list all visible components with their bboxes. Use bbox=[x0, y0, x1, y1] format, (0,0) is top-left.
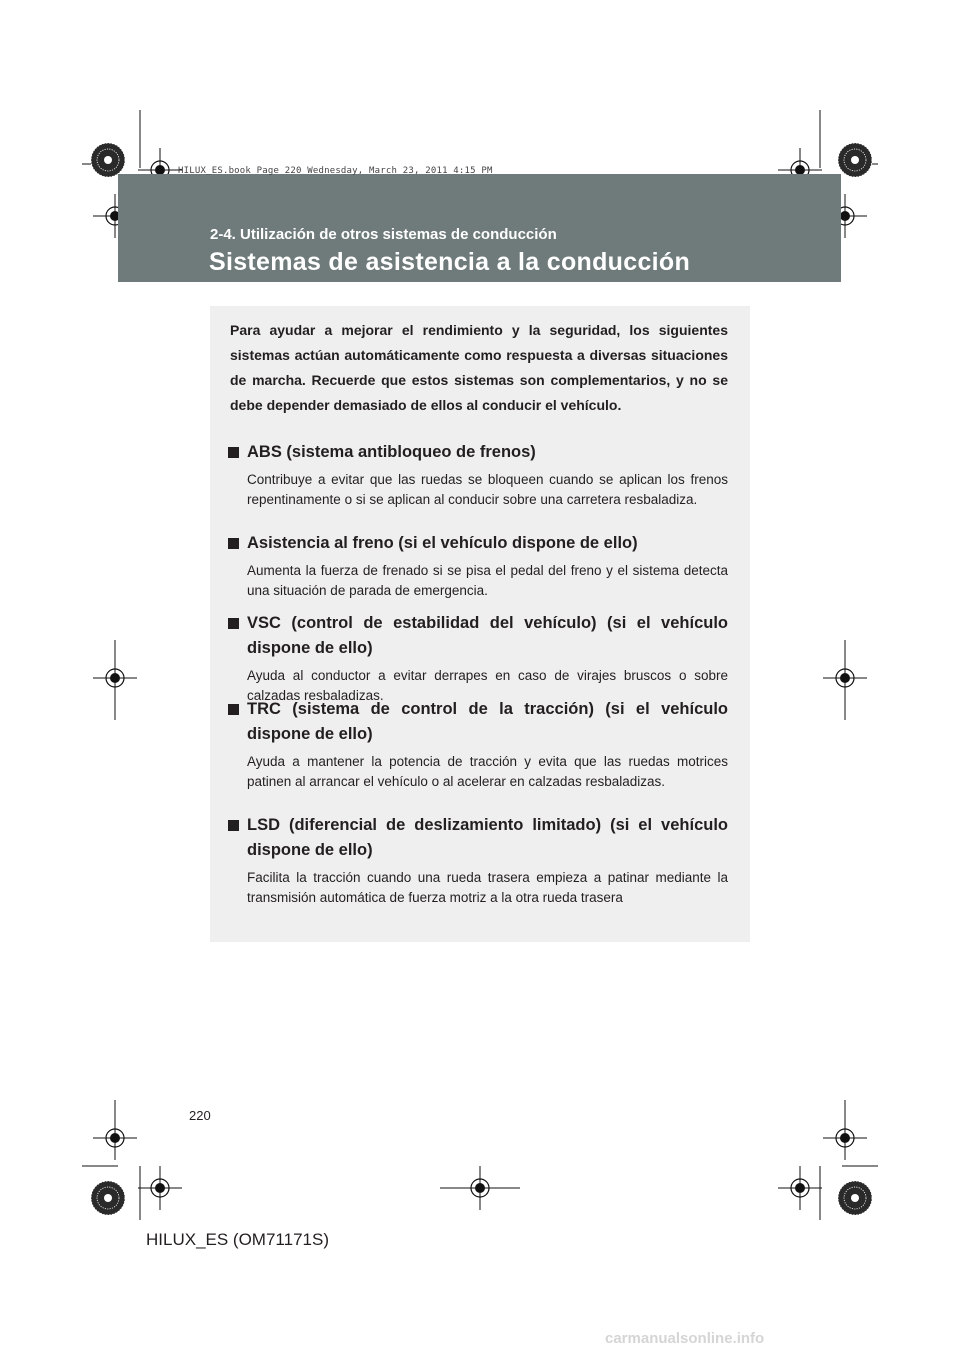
feature-brake-assist bbox=[228, 531, 728, 600]
page-number: 220 bbox=[189, 1108, 211, 1123]
feature-heading: LSD (diferencial de deslizamiento limitado) (si el vehículo dispone de ello) bbox=[247, 816, 728, 859]
feature-lsd bbox=[228, 813, 728, 907]
watermark: carmanualsonline.info bbox=[605, 1330, 765, 1347]
feature-abs bbox=[228, 440, 728, 509]
feature-trc bbox=[228, 697, 728, 791]
square-bullet-icon bbox=[228, 618, 239, 629]
square-bullet-icon bbox=[228, 704, 239, 715]
feature-description: Ayuda a mantener la potencia de tracción y evita que las ruedas motrices patinen al arrancar el vehículo o al acelerar en calzadas resbaladizas. bbox=[247, 754, 728, 789]
feature-heading: ABS (sistema antibloqueo de frenos) bbox=[247, 443, 536, 461]
page-title: Sistemas de asistencia a la conducción bbox=[209, 248, 691, 276]
feature-vsc bbox=[228, 611, 728, 705]
square-bullet-icon bbox=[228, 538, 239, 549]
feature-heading: VSC (control de estabilidad del vehículo) (si el vehículo dispone de ello) bbox=[247, 614, 728, 657]
feature-description: Facilita la tracción cuando una rueda trasera empieza a patinar mediante la transmisión automática de fuerza motriz a la otra rueda trasera bbox=[247, 870, 728, 905]
square-bullet-icon bbox=[228, 820, 239, 831]
print-info-line: HILUX_ES.book Page 220 Wednesday, March 23, 2011 4:15 PM bbox=[178, 166, 493, 176]
feature-heading: TRC (sistema de control de la tracción) (si el vehículo dispone de ello) bbox=[247, 700, 728, 743]
feature-description: Aumenta la fuerza de frenado si se pisa el pedal del freno y el sistema detecta una situación de parada de emergencia. bbox=[247, 563, 728, 598]
intro-paragraph: Para ayudar a mejorar el rendimiento y la seguridad, los siguientes sistemas actúan automáticamente como respuesta a diversas situaciones de marcha. Recuerde que estos sistemas son complementarios, y no se debe depender demasiado de ellos al conducir el vehículo. bbox=[230, 322, 728, 413]
document-code: HILUX_ES (OM71171S) bbox=[146, 1230, 329, 1249]
section-label: 2-4. Utilización de otros sistemas de conducción bbox=[210, 226, 557, 243]
square-bullet-icon bbox=[228, 447, 239, 458]
feature-heading: Asistencia al freno (si el vehículo dispone de ello) bbox=[247, 534, 638, 552]
feature-description: Ayuda al conductor a evitar derrapes en caso de virajes bruscos o sobre calzadas resbaladizas. bbox=[247, 668, 728, 703]
feature-description: Contribuye a evitar que las ruedas se bloqueen cuando se aplican los frenos repentinamente o si se aplican al conducir sobre una carretera resbaladiza. bbox=[247, 472, 728, 507]
